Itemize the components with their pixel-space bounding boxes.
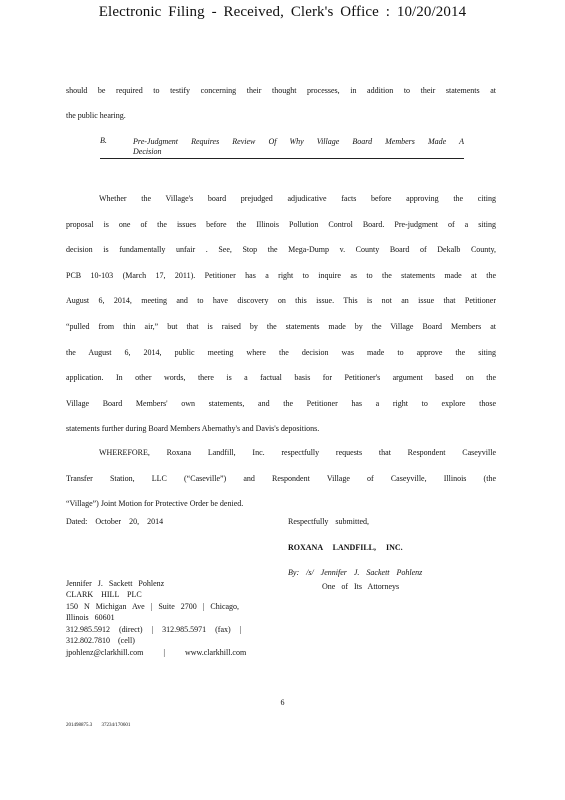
signature-by-line: By: /s/ Jennifer J. Sackett Pohlenz — [288, 568, 423, 577]
text-line: should be required to testify concerning their thought processes, in addition to their statements at — [66, 86, 496, 95]
respectfully-submitted: Respectfully submitted, — [288, 517, 369, 526]
section-label: B. — [100, 136, 107, 145]
section-title-line-1: Pre-Judgment Requires Review Of Why Village Board Members Made A — [133, 137, 464, 146]
text-line: the August 6, 2014, public meeting where the decision was made to approve the siting — [66, 347, 496, 357]
text-line: August 6, 2014, meeting and to have discovery on this issue. This is not an issue that Petitioner — [66, 296, 496, 306]
attorney-contact-block — [66, 579, 246, 659]
text-line: application. In other words, there is a factual basis for Petitioner's argument based on the — [66, 373, 496, 383]
text-line: decision is fundamentally unfair . See, Stop the Mega-Dump v. County Board of Dekalb County, — [66, 245, 496, 255]
contact-line: CLARK HILL PLC — [66, 589, 142, 599]
document-id: 201498875.3 37234/170601 — [66, 723, 131, 728]
attorney-role: One of Its Attorneys — [322, 582, 400, 591]
text-line: the public hearing. — [66, 111, 126, 120]
section-heading-b — [100, 136, 464, 159]
text-line: Transfer Station, LLC (“Caseville”) and Respondent Village of Caseyville, Illinois (the — [66, 473, 496, 483]
continued-paragraph — [66, 84, 496, 122]
contact-line: 150 N Michigan Ave | Suite 2700 | Chicago, — [66, 602, 240, 611]
text-line: “Village”) Joint Motion for Protective Order be denied. — [66, 499, 244, 509]
section-title-line-2: Decision — [133, 147, 162, 156]
pre-judgment-paragraph — [66, 186, 496, 442]
text-line: PCB 10-103 (March 17, 2011). Petitioner has a right to inquire as to the statements made at the — [66, 270, 496, 280]
page-number: 6 — [280, 698, 285, 707]
contact-email-website: jpohlenz@clarkhill.com | www.clarkhill.com — [66, 648, 247, 657]
contact-line: 312.985.5912 (direct) | 312.985.5971 (fax) | — [66, 625, 242, 634]
text-line: WHEREFORE, Roxana Landfill, Inc. respectfully requests that Respondent Caseyville — [99, 448, 496, 457]
party-name: ROXANA LANDFILL, INC. — [288, 543, 403, 552]
text-line: statements further during Board Members Abernathy's and Davis's depositions. — [66, 424, 320, 434]
filing-header: Electronic Filing - Received, Clerk's Office : 10/20/2014 — [98, 4, 467, 20]
dated-line: Dated: October 20, 2014 — [66, 517, 164, 526]
contact-line: Jennifer J. Sackett Pohlenz — [66, 579, 165, 588]
text-line: Whether the Village's board prejudged adjudicative facts before approving the citing — [99, 194, 496, 203]
text-line: “pulled from thin air,” but that is raised by the statements made by the Village Board Members at — [66, 321, 496, 331]
text-line: proposal is one of the issues before the Illinois Pollution Control Board. Pre-judgment of a siting — [66, 219, 496, 229]
wherefore-paragraph — [66, 440, 496, 517]
contact-line: 312.802.7810 (cell) — [66, 635, 135, 645]
contact-line: Illinois 60601 — [66, 612, 115, 622]
text-line: Village Board Members' own statements, and the Petitioner has a right to explore those — [66, 398, 496, 408]
